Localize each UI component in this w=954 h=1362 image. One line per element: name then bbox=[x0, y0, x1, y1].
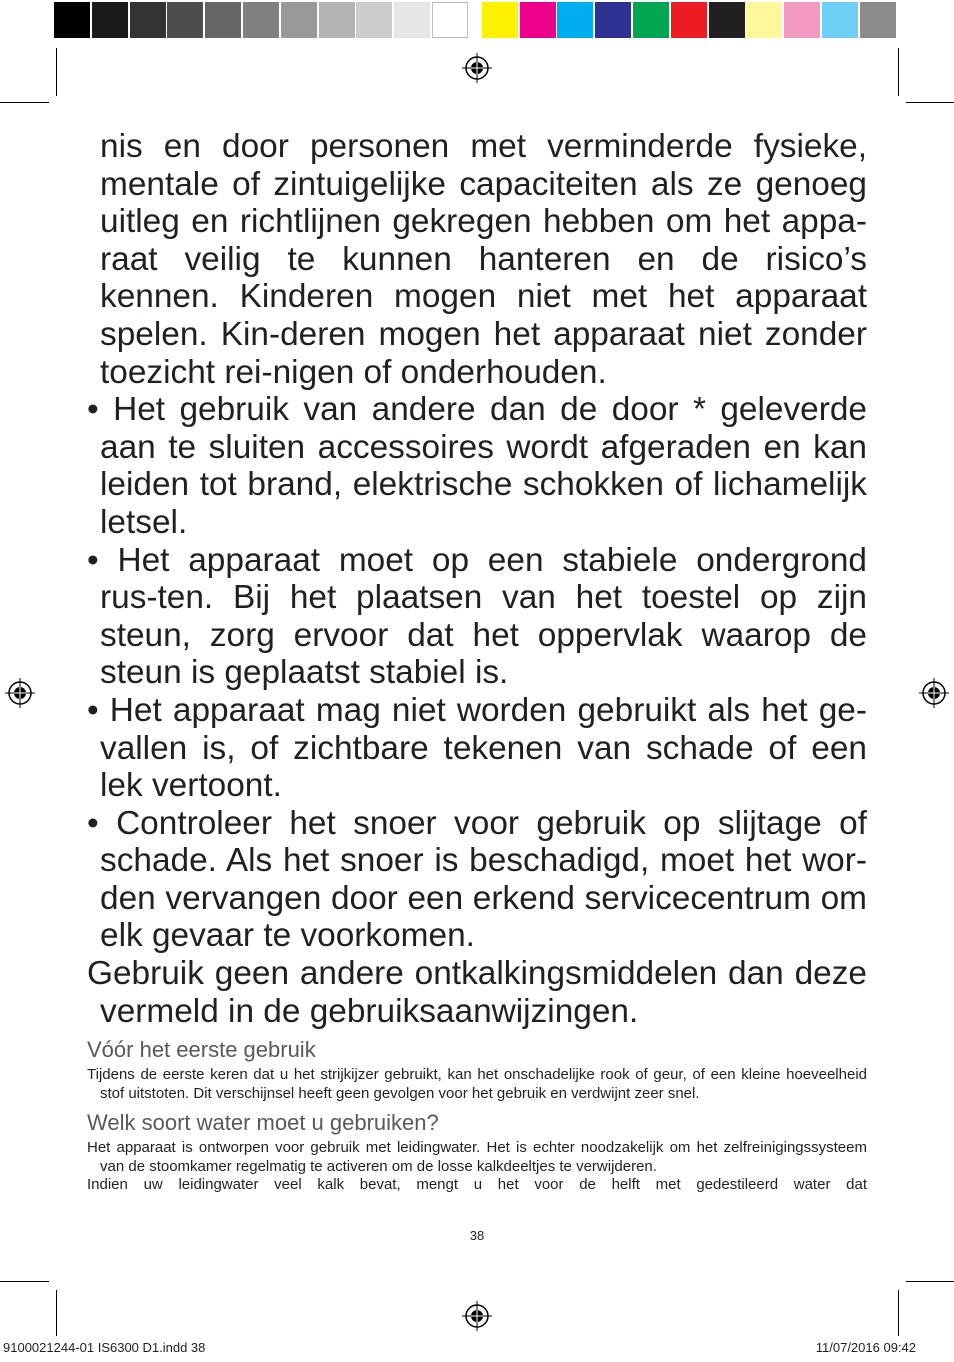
crop-mark-bottom-right-h bbox=[906, 1281, 954, 1282]
registration-mark-top-icon bbox=[462, 53, 492, 83]
grays-swatch bbox=[356, 2, 392, 38]
process-swatch bbox=[822, 2, 858, 38]
safety-bullet-accessories: • Het gebruik van andere dan de door * geleverde aan te sluiten accessoires wordt afgeraden en kan leiden tot brand, elektrische schokken of lichamelijk letsel. bbox=[87, 391, 867, 541]
crop-mark-top-left-v bbox=[56, 48, 57, 96]
process-swatch bbox=[595, 2, 631, 38]
grays-swatch bbox=[394, 2, 430, 38]
color-calibration-bar bbox=[54, 2, 898, 38]
process-color-swatches bbox=[482, 2, 898, 38]
grays-swatch bbox=[92, 2, 128, 38]
crop-mark-top-left-h bbox=[0, 102, 49, 103]
grays-swatch bbox=[54, 2, 90, 38]
process-swatch bbox=[746, 2, 782, 38]
grays-swatch bbox=[167, 2, 203, 38]
process-swatch bbox=[520, 2, 556, 38]
safety-bullet-stable-surface: • Het apparaat moet op een stabiele ondergrond rus-ten. Bij het plaatsen van het toestel op zijn steun, zorg ervoor dat het oppervlak waarop de steun is geplaatst stabiel is. bbox=[87, 541, 867, 692]
crop-mark-bottom-left-h bbox=[0, 1281, 49, 1282]
grays-swatch bbox=[130, 2, 166, 38]
page-number: 38 bbox=[469, 1228, 485, 1243]
process-swatch bbox=[784, 2, 820, 38]
registration-mark-right-icon bbox=[919, 678, 949, 708]
process-swatch bbox=[557, 2, 593, 38]
registration-mark-bottom-icon bbox=[462, 1301, 492, 1331]
process-swatch bbox=[860, 2, 896, 38]
page-content bbox=[87, 128, 867, 1195]
first-use-text: Tijdens de eerste keren dat u het strijkijzer gebruikt, kan het onschadelijke rook of geur, of een kleine hoeveelheid stof uitstoten. Dit verschijnsel heeft geen gevolgen voor het gebruik en verdwijnt zeer snel. bbox=[87, 1066, 867, 1102]
safety-continuation-paragraph: nis en door personen met verminderde fysieke, mentale of zintuigelijke capaciteiten als ze genoeg uitleg en richtlijnen gekregen hebben om het appa-raat veilig te kunnen hanteren en de risico’s kennen. Kinderen mogen niet met het apparaat spelen. Kin-deren mogen het apparaat niet zonder toezicht rei-nigen of onderhouden. bbox=[100, 128, 867, 391]
grays-swatch bbox=[281, 2, 317, 38]
slug-datetime: 11/07/2016 09:42 bbox=[815, 1340, 916, 1355]
water-type-text-2: Indien uw leidingwater veel kalk bevat, mengt u het voor de helft met gedestileerd water dat bbox=[87, 1176, 867, 1194]
grays-swatch bbox=[243, 2, 279, 38]
registration-mark-left-icon bbox=[5, 678, 35, 708]
water-type-text-1: Het apparaat is ontworpen voor gebruik met leidingwater. Het is echter noodzakelijk om het zelfreinigingssysteem van de stoomkamer regelmatig te activeren om de losse kalkdeeltjes te verwijderen. bbox=[87, 1139, 867, 1175]
grays-swatch bbox=[319, 2, 355, 38]
safety-bullet-damage: • Het apparaat mag niet worden gebruikt als het ge-vallen is, of zichtbare tekenen van schade of een lek vertoont. bbox=[87, 691, 867, 805]
water-type-heading: Welk soort water moet u gebruiken? bbox=[87, 1110, 439, 1136]
safety-bullet-cord: • Controleer het snoer voor gebruik op slijtage of schade. Als het snoer is beschadigd, moet het wor-den vervangen door een erkend servicecentrum om elk gevaar te voorkomen. bbox=[87, 804, 867, 955]
descaling-note: Gebruik geen andere ontkalkingsmiddelen dan deze vermeld in de gebruiksaanwijzingen. bbox=[87, 955, 867, 1030]
crop-mark-top-right-h bbox=[906, 102, 954, 103]
first-use-heading: Vóór het eerste gebruik bbox=[87, 1037, 316, 1063]
grays-swatch bbox=[205, 2, 241, 38]
slug-filename: 9100021244-01 IS6300 D1.indd 38 bbox=[3, 1340, 206, 1355]
process-swatch bbox=[633, 2, 669, 38]
process-swatch bbox=[671, 2, 707, 38]
process-swatch bbox=[482, 2, 518, 38]
process-swatch bbox=[709, 2, 745, 38]
grays-swatch bbox=[432, 2, 468, 38]
crop-mark-top-right-v bbox=[898, 48, 899, 96]
crop-mark-bottom-right-v bbox=[898, 1290, 899, 1336]
crop-mark-bottom-left-v bbox=[56, 1290, 57, 1336]
grayscale-swatches bbox=[54, 2, 470, 38]
